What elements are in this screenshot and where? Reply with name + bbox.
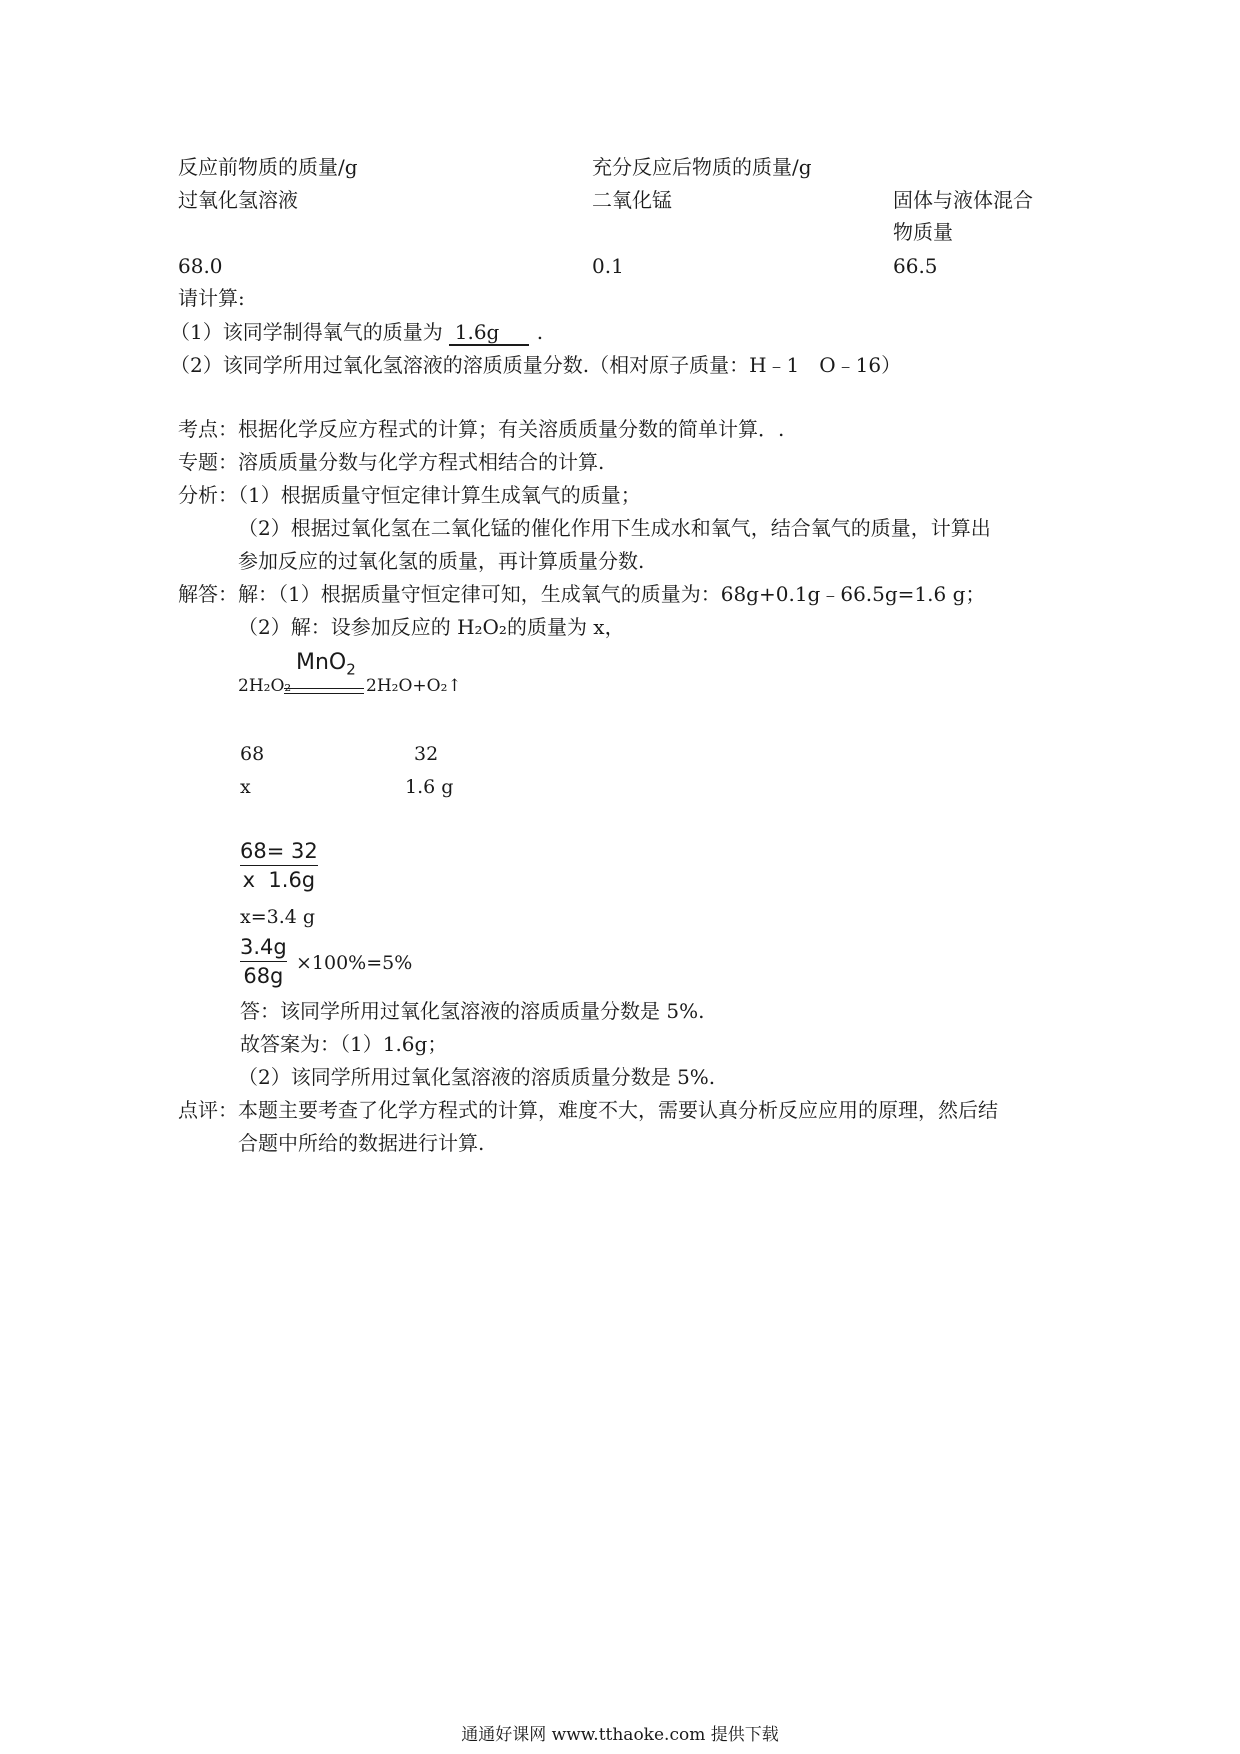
dianping-line1: 点评：本题主要考查了化学方程式的计算，难度不大，需要认真分析反应应用的原理，然后结	[178, 1098, 998, 1122]
table-cell-mix-line1: 固体与液体混合	[893, 188, 1033, 212]
table-header-before: 反应前物质的质量/g	[178, 155, 358, 179]
ratio-mr-o2: 32	[414, 743, 439, 765]
percent-numerator: 3.4g	[240, 935, 287, 959]
percent-denominator: 68g	[243, 964, 284, 988]
table-cell-mix-line2: 物质量	[893, 220, 953, 244]
percent-tail: ×100%=5%	[296, 952, 413, 974]
table-header-after: 充分反应后物质的质量/g	[592, 155, 812, 179]
result-x: x=3.4 g	[240, 906, 316, 928]
percent-fraction	[240, 934, 287, 989]
question-1-text: （1）该同学制得氧气的质量为	[170, 320, 443, 344]
equation-condition: MnO$_2$	[296, 650, 356, 679]
dianping-line2: 合题中所给的数据进行计算.	[238, 1131, 485, 1155]
equation-products: 2H₂O+O₂↑	[366, 676, 462, 696]
kaodian-text: 考点：根据化学反应方程式的计算；有关溶质质量分数的简单计算．.	[178, 417, 785, 441]
page-footer: 通通好课网 www.tthaoke.com 提供下载	[461, 1725, 779, 1745]
question-1	[170, 318, 543, 346]
fenxi-line1: 分析：（1）根据质量守恒定律计算生成氧气的质量；	[178, 483, 641, 507]
table-cell-h2o2: 过氧化氢溶液	[178, 188, 298, 212]
equation-double-line-bottom	[284, 693, 364, 694]
ratio-o2-mass: 1.6 g	[405, 776, 454, 798]
equation-reactant: 2H₂O₂	[238, 676, 292, 696]
equation-double-line-top	[284, 688, 364, 689]
jieda-line1: 解答：解：（1）根据质量守恒定律可知，生成氧气的质量为：68g+0.1g﹣66.5g=1.6 g；	[178, 582, 986, 606]
table-cell-mno2: 二氧化锰	[592, 188, 672, 212]
question-2: （2）该同学所用过氧化氢溶液的溶质质量分数.（相对原子质量：H﹣1 O﹣16）	[170, 353, 902, 377]
fraction-bar	[240, 865, 318, 866]
answer-statement: 答：该同学所用过氧化氢溶液的溶质质量分数是 5%.	[240, 999, 705, 1023]
ratio-x: x	[240, 776, 251, 798]
proportion-fraction	[240, 838, 318, 893]
zhuanti-text: 专题：溶质质量分数与化学方程式相结合的计算.	[178, 450, 605, 474]
question-1-answer: 1.6g	[449, 320, 529, 346]
final-answer-2: （2）该同学所用过氧化氢溶液的溶质质量分数是 5%.	[238, 1065, 716, 1089]
fraction-bar	[240, 961, 287, 962]
proportion-numerators: 68= 32	[240, 839, 318, 863]
table-value-h2o2: 68.0	[178, 254, 223, 278]
table-value-mno2: 0.1	[592, 254, 624, 278]
jieda-line2: （2）解：设参加反应的 H₂O₂的质量为 x，	[238, 615, 625, 639]
chemical-equation	[238, 650, 478, 710]
question-1-end: .	[536, 320, 544, 344]
fenxi-line2a: （2）根据过氧化氢在二氧化锰的催化作用下生成水和氧气，结合氧气的质量，计算出	[238, 516, 991, 540]
question-prompt: 请计算:	[178, 286, 245, 310]
ratio-mr-h2o2: 68	[240, 743, 265, 765]
table-value-mix: 66.5	[893, 254, 938, 278]
final-answer-1: 故答案为：（1）1.6g；	[240, 1032, 448, 1056]
proportion-denominators: x 1.6g	[242, 868, 316, 892]
fenxi-line2b: 参加反应的过氧化氢的质量，再计算质量分数.	[238, 549, 645, 573]
